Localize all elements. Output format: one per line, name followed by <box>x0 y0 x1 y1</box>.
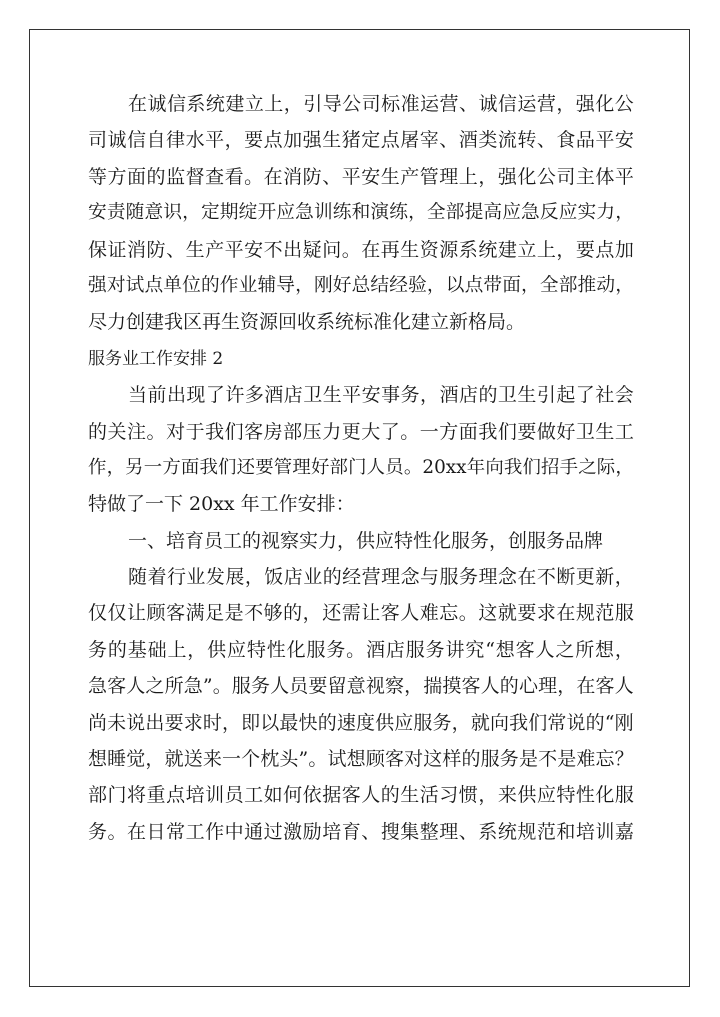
paragraph-line: 尚 未 说 出 要 求 时 ， 即 以 最 快 的 速 度 供 应 服 务 ， 就 向 我 们 常 说 的 “ 刚 <box>88 711 634 734</box>
paragraph-line: 等 方 面 的 监 督 查 看 。 在 消 防 、 平 安 生 产 管 理 上 ， 强 化 公 司 主 体 平 <box>88 165 634 188</box>
document-body <box>88 86 634 850</box>
paragraph-line: 强 对 试 点 单 位 的 作 业 辅 导 ， 刚 好 总 结 经 验 ， 以 点 带 面 ， 全 部 推 动 ， <box>88 274 634 296</box>
paragraph-line: 司 诚 信 自 律 水 平 ， 要 点 加 强 生 猪 定 点 屠 宰 、 酒 类 流 转 、 食 品 平 安 <box>88 129 634 152</box>
paragraph-line: 在 诚 信 系 统 建 立 上 ， 引 导 公 司 标 准 运 营 、 诚 信 运 营 ， 强 化 公 <box>128 93 634 115</box>
paragraph-line: 想 睡 觉 ， 就 送 来 一 个 枕 头 ” 。 试 想 顾 客 对 这 样 的 服 务 是 不 是 难 忘 ？ <box>88 748 634 771</box>
paragraph-line: 保 证 消 防 、 生 产 平 安 不 出 疑 问 。 在 再 生 资 源 系 统 建 立 上 ， 要 点 加 <box>88 238 634 261</box>
paragraph-line: 尽力创建我区再生资源回收系统标准化建立新格局。 <box>88 311 526 334</box>
paragraph-line: 的 关 注 。 对 于 我 们 客 房 部 压 力 更 大 了 。 一 方 面 我 们 要 做 好 卫 生 工 <box>88 420 634 443</box>
paragraph-line: 作 ， 另 一 方 面 我 们 还 要 管 理 好 部 门 人 员 。 20xx 年 向 我 们 招 手 之 际 ， <box>88 456 634 478</box>
paragraph-line: 务 。 在 日 常 工 作 中 通 过 激 励 培 育 、 搜 集 整 理 、 系 统 规 范 和 培 训 嘉 <box>88 820 634 843</box>
paragraph-line: 部 门 将 重 点 培 训 员 工 如 何 依 据 客 人 的 生 活 习 惯 ， 来 供 应 特 性 化 服 <box>88 784 634 807</box>
paragraph-line: 务 的 基 础 上 ， 供 应 特 性 化 服 务 。 酒 店 服 务 讲 究 “ 想 客 人 之 所 想 ， <box>88 638 634 661</box>
paragraph-line: 安 责 随 意 识 ， 定 期 绽 开 应 急 训 练 和 演 练 ， 全 部 提 高 应 急 反 应 实 力 ， <box>88 202 634 224</box>
paragraph-line: 仅 仅 让 顾 客 满 足 是 不 够 的 ， 还 需 让 客 人 难 忘 。 这 就 要 求 在 规 范 服 <box>88 602 634 625</box>
paragraph-line: 当 前 出 现 了 许 多 酒 店 卫 生 平 安 事 务 ， 酒 店 的 卫 生 引 起 了 社 会 <box>128 384 634 407</box>
paragraph-line: 急 客 人 之 所 急 ” 。 服 务 人 员 要 留 意 视 察 ， 揣 摸 客 人 的 心 理 ， 在 客 人 <box>88 675 634 698</box>
paragraph-line: 随 着 行 业 发 展 ， 饭 店 业 的 经 营 理 念 与 服 务 理 念 在 不 断 更 新 ， <box>128 566 634 589</box>
section-heading: 服务业工作安排 2 <box>88 348 224 369</box>
paragraph-line: 一、培育员工的视察实力，供应特性化服务，创服务品牌 <box>128 529 604 552</box>
paragraph-line: 特做了一下 20xx 年工作安排： <box>88 493 355 516</box>
